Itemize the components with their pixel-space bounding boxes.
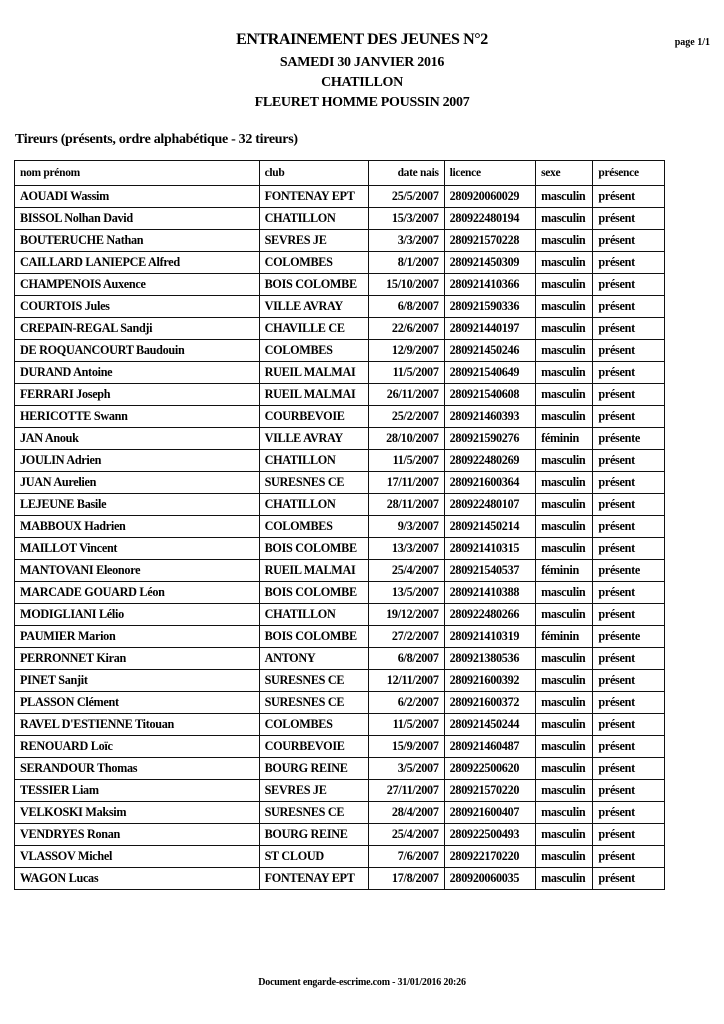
table-row [15, 670, 665, 692]
cell-licence: 280921600364 [444, 472, 535, 494]
cell-club: COLOMBES [259, 714, 368, 736]
table-row [15, 230, 665, 252]
cell-name: VENDRYES Ronan [15, 824, 260, 846]
cell-licence: 280921450244 [444, 714, 535, 736]
cell-birthdate: 6/8/2007 [368, 648, 444, 670]
cell-club: CHATILLON [259, 494, 368, 516]
cell-licence: 280921440197 [444, 318, 535, 340]
cell-name: VLASSOV Michel [15, 846, 260, 868]
column-header-birthdate: date nais [368, 161, 444, 186]
cell-birthdate: 3/5/2007 [368, 758, 444, 780]
cell-birthdate: 9/3/2007 [368, 516, 444, 538]
cell-club: COLOMBES [259, 340, 368, 362]
cell-birthdate: 7/6/2007 [368, 846, 444, 868]
cell-club: RUEIL MALMAI [259, 362, 368, 384]
cell-club: SEVRES JE [259, 230, 368, 252]
document-footer: Document engarde-escrime.com - 31/01/2016 20:26 [258, 977, 466, 988]
cell-sex: féminin [536, 560, 593, 582]
cell-presence: présent [593, 692, 665, 714]
cell-name: PINET Sanjit [15, 670, 260, 692]
cell-presence: présent [593, 384, 665, 406]
cell-presence: présent [593, 186, 665, 208]
cell-presence: présent [593, 208, 665, 230]
cell-name: MABBOUX Hadrien [15, 516, 260, 538]
cell-sex: masculin [536, 802, 593, 824]
cell-birthdate: 11/5/2007 [368, 362, 444, 384]
cell-name: COURTOIS Jules [15, 296, 260, 318]
table-row [15, 868, 665, 890]
cell-licence: 280921460393 [444, 406, 535, 428]
cell-name: RENOUARD Loïc [15, 736, 260, 758]
cell-club: VILLE AVRAY [259, 428, 368, 450]
table-row [15, 494, 665, 516]
cell-presence: présent [593, 230, 665, 252]
table-row [15, 648, 665, 670]
table-row [15, 186, 665, 208]
cell-birthdate: 6/2/2007 [368, 692, 444, 714]
cell-sex: masculin [536, 714, 593, 736]
cell-club: BOIS COLOMBE [259, 538, 368, 560]
cell-sex: masculin [536, 494, 593, 516]
cell-name: PERRONNET Kiran [15, 648, 260, 670]
cell-club: BOURG REINE [259, 758, 368, 780]
cell-birthdate: 8/1/2007 [368, 252, 444, 274]
cell-sex: masculin [536, 516, 593, 538]
cell-presence: présent [593, 340, 665, 362]
cell-licence: 280921410388 [444, 582, 535, 604]
cell-name: CREPAIN-REGAL Sandji [15, 318, 260, 340]
table-row [15, 340, 665, 362]
cell-licence: 280921600392 [444, 670, 535, 692]
cell-presence: présent [593, 736, 665, 758]
cell-birthdate: 12/11/2007 [368, 670, 444, 692]
cell-birthdate: 15/9/2007 [368, 736, 444, 758]
cell-licence: 280921590336 [444, 296, 535, 318]
cell-sex: masculin [536, 208, 593, 230]
cell-sex: masculin [536, 384, 593, 406]
cell-licence: 280921570220 [444, 780, 535, 802]
cell-club: COLOMBES [259, 252, 368, 274]
cell-licence: 280921380536 [444, 648, 535, 670]
cell-birthdate: 28/10/2007 [368, 428, 444, 450]
cell-licence: 280921590276 [444, 428, 535, 450]
cell-birthdate: 11/5/2007 [368, 450, 444, 472]
cell-sex: masculin [536, 824, 593, 846]
cell-name: TESSIER Liam [15, 780, 260, 802]
cell-sex: masculin [536, 186, 593, 208]
cell-birthdate: 26/11/2007 [368, 384, 444, 406]
cell-name: BOUTERUCHE Nathan [15, 230, 260, 252]
cell-club: SEVRES JE [259, 780, 368, 802]
table-row [15, 626, 665, 648]
cell-name: MAILLOT Vincent [15, 538, 260, 560]
cell-licence: 280921570228 [444, 230, 535, 252]
cell-licence: 280921450246 [444, 340, 535, 362]
cell-presence: présente [593, 626, 665, 648]
table-row [15, 692, 665, 714]
cell-name: MANTOVANI Eleonore [15, 560, 260, 582]
cell-name: VELKOSKI Maksim [15, 802, 260, 824]
cell-birthdate: 13/3/2007 [368, 538, 444, 560]
cell-sex: masculin [536, 340, 593, 362]
cell-presence: présent [593, 582, 665, 604]
cell-licence: 280921540537 [444, 560, 535, 582]
cell-name: LEJEUNE Basile [15, 494, 260, 516]
cell-licence: 280921460487 [444, 736, 535, 758]
section-subtitle: Tireurs (présents, ordre alphabétique - 32 tireurs) [15, 132, 298, 147]
cell-name: SERANDOUR Thomas [15, 758, 260, 780]
column-header-name: nom prénom [15, 161, 260, 186]
cell-sex: masculin [536, 230, 593, 252]
fencers-table [14, 160, 665, 890]
cell-name: DURAND Antoine [15, 362, 260, 384]
table-header-row [15, 161, 665, 186]
cell-name: HERICOTTE Swann [15, 406, 260, 428]
table-row [15, 714, 665, 736]
competition-title: ENTRAINEMENT DES JEUNES N°2 [236, 31, 488, 48]
cell-licence: 280920060029 [444, 186, 535, 208]
competition-date: SAMEDI 30 JANVIER 2016 [279, 55, 445, 70]
cell-name: CHAMPENOIS Auxence [15, 274, 260, 296]
cell-name: AOUADI Wassim [15, 186, 260, 208]
cell-licence: 280922480194 [444, 208, 535, 230]
cell-club: SURESNES CE [259, 802, 368, 824]
cell-club: BOIS COLOMBE [259, 274, 368, 296]
table-row [15, 406, 665, 428]
cell-birthdate: 27/2/2007 [368, 626, 444, 648]
cell-sex: masculin [536, 274, 593, 296]
table-row [15, 428, 665, 450]
cell-sex: masculin [536, 736, 593, 758]
cell-licence: 280921600407 [444, 802, 535, 824]
cell-birthdate: 15/10/2007 [368, 274, 444, 296]
cell-name: RAVEL D'ESTIENNE Titouan [15, 714, 260, 736]
cell-sex: masculin [536, 780, 593, 802]
cell-birthdate: 25/5/2007 [368, 186, 444, 208]
column-header-presence: présence [593, 161, 665, 186]
cell-club: RUEIL MALMAI [259, 384, 368, 406]
table-row [15, 384, 665, 406]
cell-birthdate: 27/11/2007 [368, 780, 444, 802]
cell-sex: masculin [536, 450, 593, 472]
cell-name: DE ROQUANCOURT Baudouin [15, 340, 260, 362]
cell-club: CHAVILLE CE [259, 318, 368, 340]
cell-licence: 280921450214 [444, 516, 535, 538]
table-row [15, 736, 665, 758]
cell-club: SURESNES CE [259, 472, 368, 494]
table-row [15, 450, 665, 472]
cell-birthdate: 25/2/2007 [368, 406, 444, 428]
cell-sex: masculin [536, 582, 593, 604]
cell-presence: présent [593, 604, 665, 626]
cell-presence: présent [593, 274, 665, 296]
cell-club: ANTONY [259, 648, 368, 670]
table-row [15, 802, 665, 824]
cell-birthdate: 22/6/2007 [368, 318, 444, 340]
cell-club: COLOMBES [259, 516, 368, 538]
table-row [15, 560, 665, 582]
cell-presence: présent [593, 824, 665, 846]
cell-birthdate: 11/5/2007 [368, 714, 444, 736]
cell-sex: masculin [536, 758, 593, 780]
cell-name: JUAN Aurelien [15, 472, 260, 494]
cell-presence: présent [593, 296, 665, 318]
cell-name: PAUMIER Marion [15, 626, 260, 648]
cell-birthdate: 28/4/2007 [368, 802, 444, 824]
cell-name: JAN Anouk [15, 428, 260, 450]
table-row [15, 362, 665, 384]
cell-presence: présent [593, 868, 665, 890]
table-row [15, 252, 665, 274]
cell-name: BISSOL Nolhan David [15, 208, 260, 230]
cell-birthdate: 12/9/2007 [368, 340, 444, 362]
cell-name: JOULIN Adrien [15, 450, 260, 472]
cell-licence: 280922480107 [444, 494, 535, 516]
cell-sex: masculin [536, 252, 593, 274]
cell-birthdate: 28/11/2007 [368, 494, 444, 516]
cell-presence: présent [593, 252, 665, 274]
cell-sex: masculin [536, 472, 593, 494]
cell-sex: masculin [536, 296, 593, 318]
cell-presence: présent [593, 362, 665, 384]
cell-presence: présent [593, 670, 665, 692]
cell-presence: présent [593, 318, 665, 340]
cell-sex: masculin [536, 406, 593, 428]
cell-club: CHATILLON [259, 450, 368, 472]
table-row [15, 604, 665, 626]
cell-presence: présente [593, 428, 665, 450]
cell-presence: présent [593, 846, 665, 868]
cell-club: BOIS COLOMBE [259, 626, 368, 648]
cell-presence: présent [593, 538, 665, 560]
cell-club: BOIS COLOMBE [259, 582, 368, 604]
cell-licence: 280922170220 [444, 846, 535, 868]
cell-club: FONTENAY EPT [259, 868, 368, 890]
cell-club: BOURG REINE [259, 824, 368, 846]
cell-licence: 280921600372 [444, 692, 535, 714]
column-header-sex: sexe [536, 161, 593, 186]
cell-presence: présent [593, 802, 665, 824]
cell-licence: 280921540649 [444, 362, 535, 384]
table-row [15, 208, 665, 230]
cell-birthdate: 25/4/2007 [368, 824, 444, 846]
cell-licence: 280921450309 [444, 252, 535, 274]
table-row [15, 516, 665, 538]
cell-licence: 280920060035 [444, 868, 535, 890]
cell-birthdate: 15/3/2007 [368, 208, 444, 230]
column-header-licence: licence [444, 161, 535, 186]
table-row [15, 582, 665, 604]
cell-sex: masculin [536, 538, 593, 560]
table-row [15, 824, 665, 846]
table-row [15, 758, 665, 780]
cell-licence: 280921540608 [444, 384, 535, 406]
cell-presence: présente [593, 560, 665, 582]
cell-presence: présent [593, 494, 665, 516]
cell-name: FERRARI Joseph [15, 384, 260, 406]
cell-presence: présent [593, 758, 665, 780]
cell-birthdate: 17/8/2007 [368, 868, 444, 890]
cell-presence: présent [593, 516, 665, 538]
cell-sex: masculin [536, 670, 593, 692]
cell-licence: 280921410315 [444, 538, 535, 560]
cell-club: SURESNES CE [259, 670, 368, 692]
table-row [15, 274, 665, 296]
cell-name: PLASSON Clément [15, 692, 260, 714]
cell-presence: présent [593, 406, 665, 428]
cell-sex: masculin [536, 846, 593, 868]
cell-club: ST CLOUD [259, 846, 368, 868]
cell-name: WAGON Lucas [15, 868, 260, 890]
cell-presence: présent [593, 648, 665, 670]
cell-licence: 280922500620 [444, 758, 535, 780]
column-header-club: club [259, 161, 368, 186]
cell-club: CHATILLON [259, 208, 368, 230]
cell-licence: 280922480269 [444, 450, 535, 472]
cell-club: FONTENAY EPT [259, 186, 368, 208]
table-row [15, 780, 665, 802]
cell-sex: féminin [536, 428, 593, 450]
cell-licence: 280921410366 [444, 274, 535, 296]
cell-club: SURESNES CE [259, 692, 368, 714]
cell-club: VILLE AVRAY [259, 296, 368, 318]
cell-birthdate: 19/12/2007 [368, 604, 444, 626]
competition-category: FLEURET HOMME POUSSIN 2007 [254, 95, 470, 110]
cell-birthdate: 13/5/2007 [368, 582, 444, 604]
competition-location: CHATILLON [321, 75, 403, 90]
cell-sex: masculin [536, 318, 593, 340]
cell-sex: masculin [536, 648, 593, 670]
cell-sex: masculin [536, 692, 593, 714]
cell-sex: masculin [536, 604, 593, 626]
cell-presence: présent [593, 472, 665, 494]
table-row [15, 472, 665, 494]
cell-sex: masculin [536, 362, 593, 384]
cell-licence: 280922480266 [444, 604, 535, 626]
cell-club: COURBEVOIE [259, 736, 368, 758]
table-row [15, 318, 665, 340]
cell-name: MARCADE GOUARD Léon [15, 582, 260, 604]
cell-birthdate: 3/3/2007 [368, 230, 444, 252]
table-row [15, 846, 665, 868]
cell-licence: 280922500493 [444, 824, 535, 846]
cell-club: COURBEVOIE [259, 406, 368, 428]
cell-name: MODIGLIANI Lélio [15, 604, 260, 626]
cell-club: CHATILLON [259, 604, 368, 626]
table-row [15, 538, 665, 560]
cell-sex: masculin [536, 868, 593, 890]
cell-presence: présent [593, 714, 665, 736]
cell-birthdate: 6/8/2007 [368, 296, 444, 318]
cell-presence: présent [593, 450, 665, 472]
page-number: page 1/1 [674, 37, 710, 48]
table-row [15, 296, 665, 318]
cell-name: CAILLARD LANIEPCE Alfred [15, 252, 260, 274]
cell-birthdate: 25/4/2007 [368, 560, 444, 582]
cell-birthdate: 17/11/2007 [368, 472, 444, 494]
cell-licence: 280921410319 [444, 626, 535, 648]
cell-sex: féminin [536, 626, 593, 648]
cell-presence: présent [593, 780, 665, 802]
cell-club: RUEIL MALMAI [259, 560, 368, 582]
